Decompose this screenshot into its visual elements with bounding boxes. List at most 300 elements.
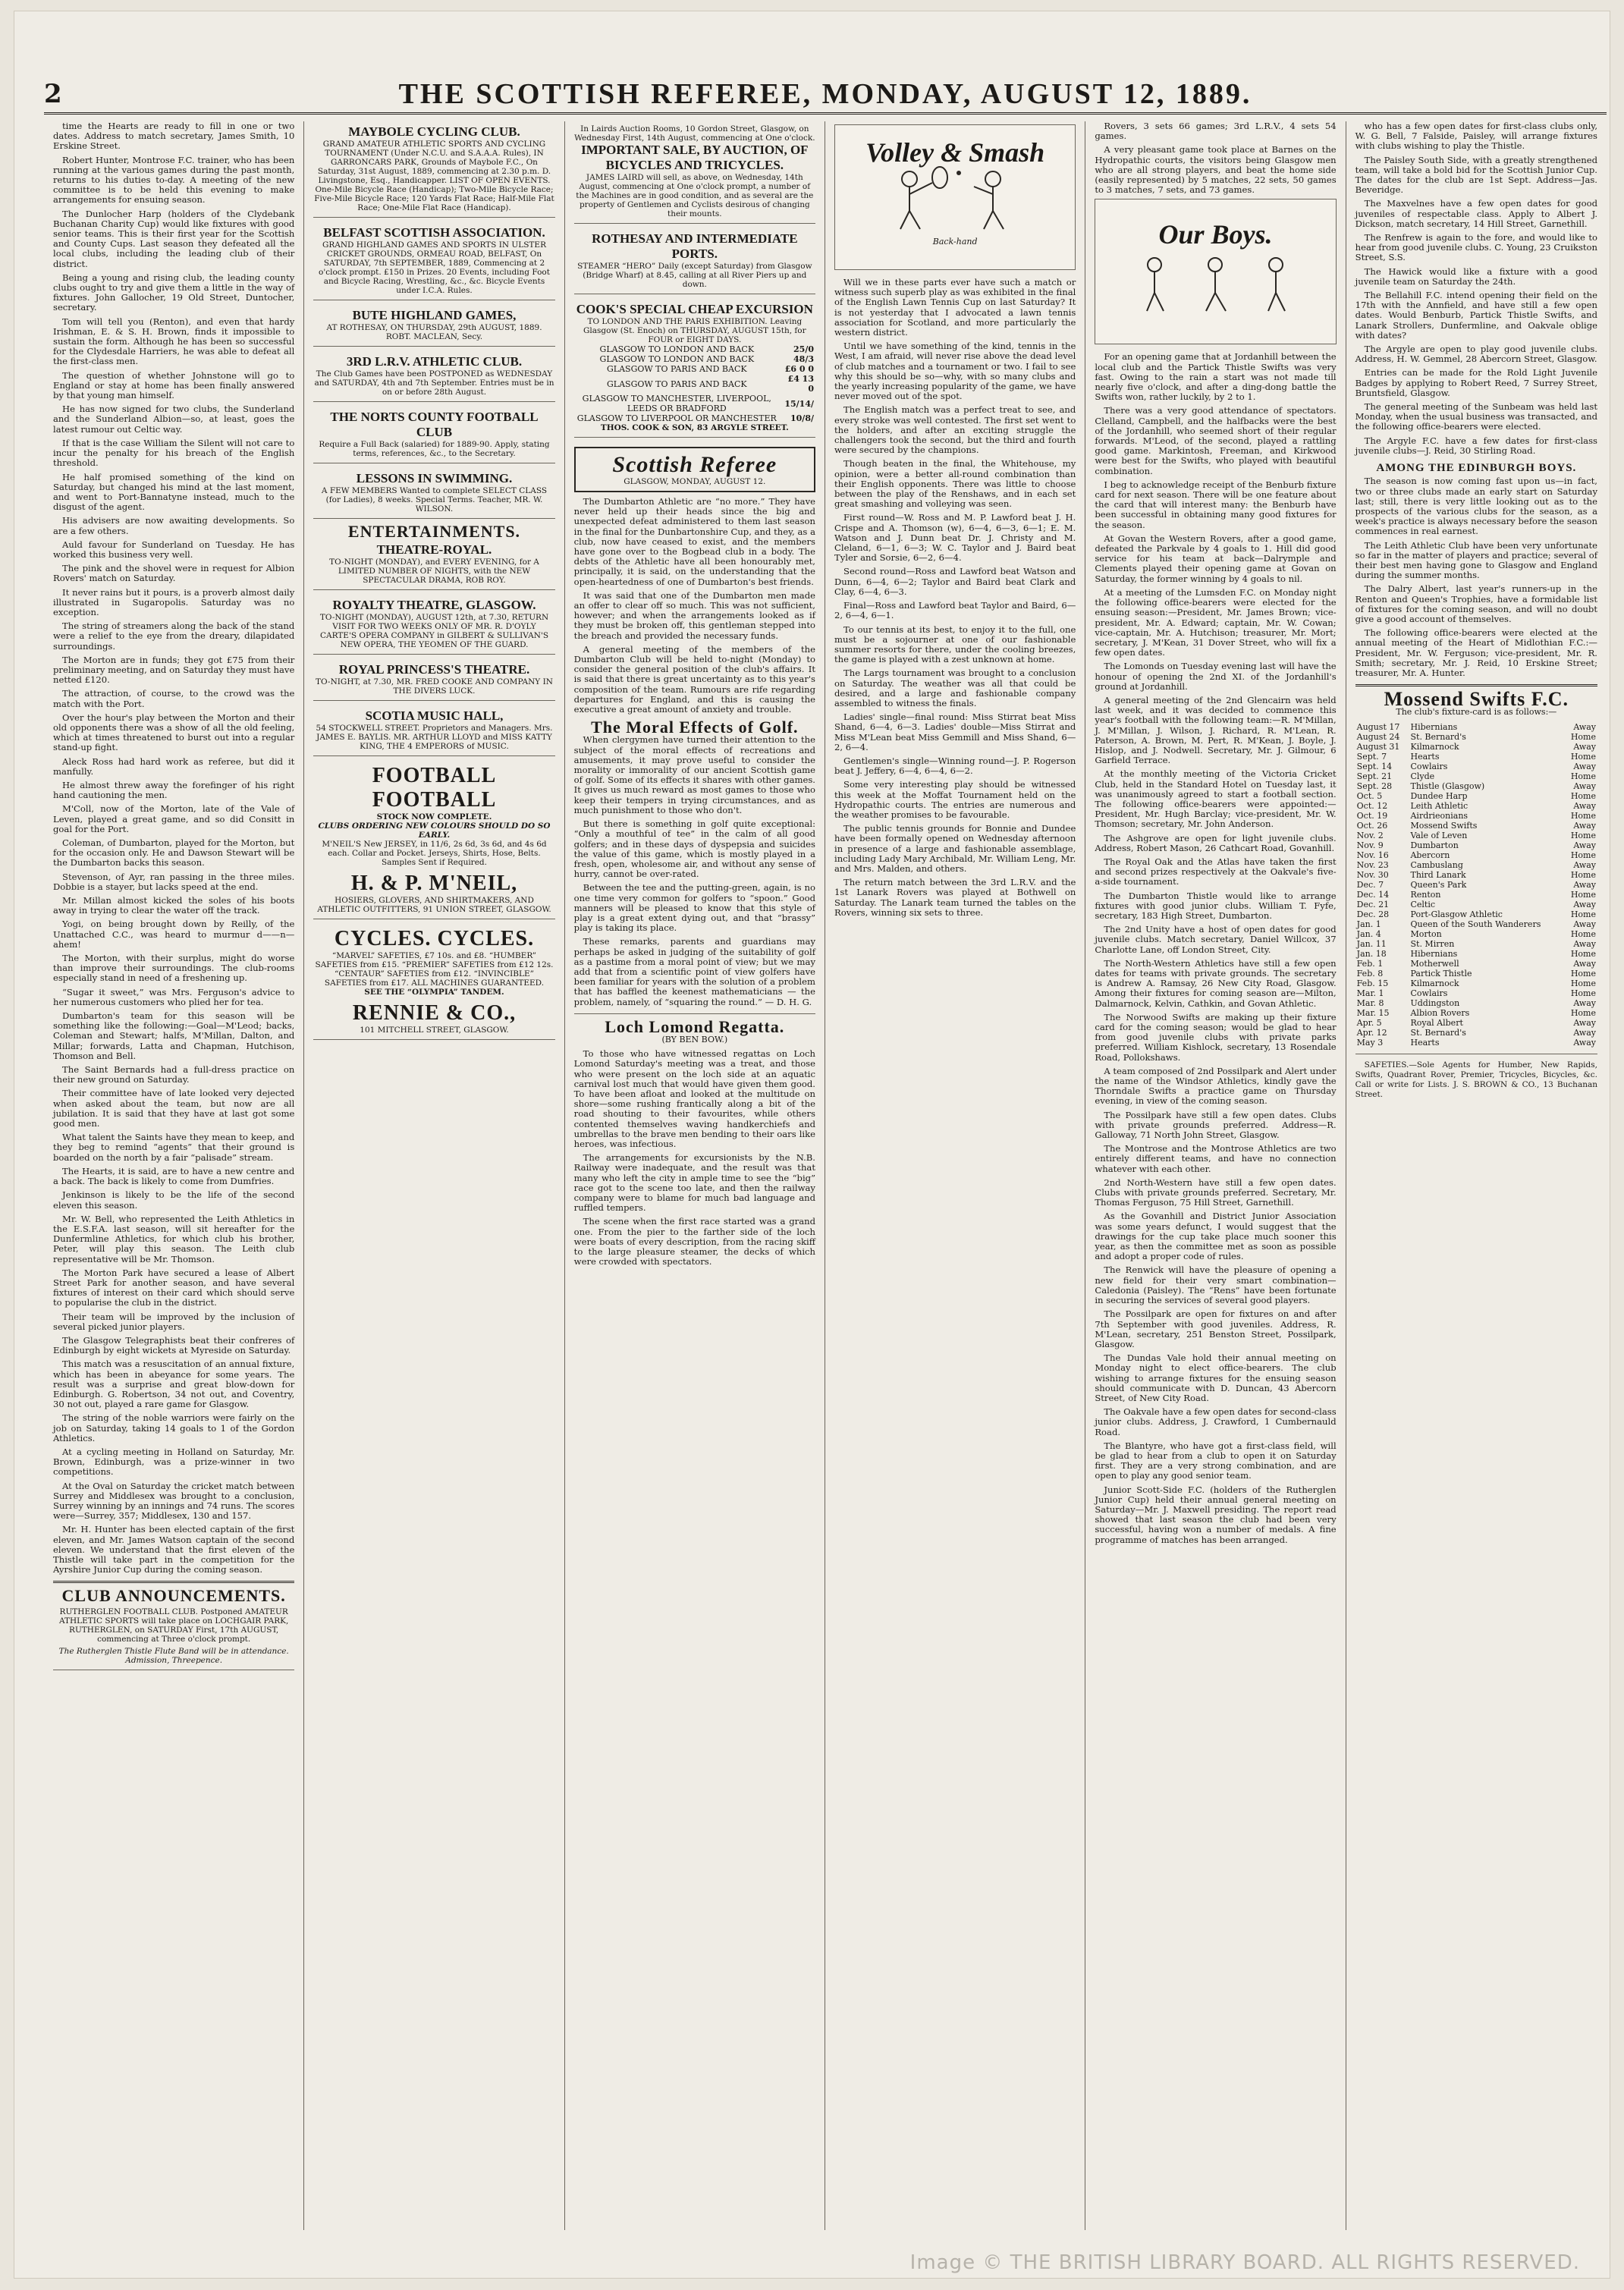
article-paragraph: Aleck Ross had hard work as referee, but did it manfully. xyxy=(53,755,295,777)
article-paragraph: To those who have witnessed regattas on Loch Lomond Saturday's meeting was a treat, and those who were present on the loch side at an aquatic carnival lost much that would have given them good. To have been afloat and looked at the multitude on shore—some rushing frantically along a bit of the road shouting to their favourites, while others contented themselves waving handkerchiefs and umbrellas to the brave men bending to their oars like heroes, was infectious. xyxy=(573,1048,815,1149)
article-paragraph: This match was a resuscitation of an annual fixture, which has been in abeyance for some years. The result was a surprise and great blow-down for Edinburgh. G. Robertson, 34 not out, and Coventry, 30 not out, played a rare game for Glasgow. xyxy=(53,1359,295,1410)
maybole-ad xyxy=(313,121,554,218)
bute-ad-title: BUTE HIGHLAND GAMES, xyxy=(352,308,517,322)
article-paragraph: The North-Western Athletics have still a few open dates for teams with private grounds. The secretary is Andrew A. Ramsay, 26 New City Road, Glasgow. Among their fixtures for coming season are—Milton, Dalmarnock, Kelvin, Cathkin, and Govan Athletic. xyxy=(1095,957,1337,1009)
article-paragraph: Mr. Millan almost kicked the soles of his boots away in trying to clear the water off the track. xyxy=(53,895,295,916)
fixture-row xyxy=(1355,771,1597,781)
mossend-heading: Mossend Swifts F.C. xyxy=(1384,688,1569,711)
fixture-date: Oct. 5 xyxy=(1356,790,1383,801)
boys-figures-icon xyxy=(1132,246,1299,314)
article-paragraph: What talent the Saints have they mean to keep, and they beg to remind “agents” that their ground is boarded on the north by a fair “palisade” stream. xyxy=(53,1132,295,1163)
article-paragraph: A general meeting of the members of the Dumbarton Club will be held to-night (Monday) to consider the general position of the club's affairs. It is said that there is great uncertainty as to this year's composition of the team. Rumours are rife regarding departures for England, and this is causing the executive a great amount of anxiety and trouble. xyxy=(573,643,815,715)
fixture-date: Apr. 5 xyxy=(1356,1017,1382,1028)
article-paragraph: The season is now coming fast upon us—in fact, two or three clubs made an early start on Saturday last; still, there is very little looking out as to the prospects of the various clubs for the season, as a week's practice is always necessary before the season commences in real earnest. xyxy=(1355,476,1597,537)
fare-price: 48/3 xyxy=(793,354,814,364)
golf-article xyxy=(574,735,815,1007)
fixture-opponent: Hearts xyxy=(1410,751,1440,762)
fixture-opponent: Dumbarton xyxy=(1410,840,1459,850)
fixture-venue: Away xyxy=(1573,997,1596,1008)
article-paragraph: First round—W. Ross and M. P. Lawford beat J. H. Crispe and A. Thomson (w), 6—4, 6—3, 6—1; E. M. Watson and J. Dunn beat Dr. J. Christy and M. Cleland, 6—1, 6—3; W. C. Taylor and J. Baird beat Tyler and Sorsie, 6—2, 6—4. xyxy=(834,512,1076,564)
fixture-row xyxy=(1355,791,1597,801)
fixture-venue: Home xyxy=(1570,810,1596,821)
auction-text: JAMES LAIRD will sell, as above, on Wednesday, 14th August, commencing at One o'clock prompt, a number of the Machines are in good condition, and as several are the property of Gentlemen and Cyclists desirous of changing their mounts. xyxy=(576,173,814,218)
fixture-opponent: Leith Athletic xyxy=(1410,800,1469,811)
maybole-ad-body: GRAND AMATEUR ATHLETIC SPORTS AND CYCLING TOURNAMENT (Under N.C.U. and S.A.A.A. Rules), IN GARRONCARS PARK, Grounds of Maybole F.C., On Saturday, 31st August, 1889, commencing at 2.30 p.m. D. Livingstone, Esq., Handicapper. LIST OF OPEN EVENTS. One-Mile Bicycle Race (Handicap); Two-Mile Bicycle Race; Five-Mile Bicycle Race; 120 Yards Flat Race; Half-Mile Flat Race; One-Mile Flat Race (Handicap). xyxy=(314,140,554,212)
article-paragraph: The Morton, with their surplus, might do worse than improve their surroundings. The club-rooms especially stand in need of a freshening up. xyxy=(53,953,295,984)
belfast-ad-body: GRAND HIGHLAND GAMES AND SPORTS IN ULSTER CRICKET GROUNDS, ORMEAU ROAD, BELFAST, On SATURDAY, 7th SEPTEMBER, 1889, Commencing at 2 o'clock prompt. £150 in Prizes. 20 Events, including Foot and Bicycle Racing, Wrestling, &c., &c. Bicycle Events under I.C.A. Rules. xyxy=(319,240,550,295)
fixture-date: Mar. 15 xyxy=(1356,1007,1390,1018)
article-paragraph: The Lomonds on Tuesday evening last will have the honour of opening the 2nd XI. of the Jordanhill's ground at Jordanhill. xyxy=(1095,661,1337,692)
mneil-body: HOSIERS, GLOVERS, AND SHIRTMAKERS, AND ATHLETIC OUTFITTERS, 91 UNION STREET, GLASGOW. xyxy=(317,896,551,915)
tennis-cartoon-title: Volley & Smash xyxy=(865,137,1045,168)
fixture-row xyxy=(1355,909,1597,919)
fixture-venue: Away xyxy=(1573,958,1596,969)
divider xyxy=(53,1581,294,1583)
fixture-row xyxy=(1355,900,1597,909)
fixture-row xyxy=(1355,1018,1597,1028)
royalty-theatre-ad xyxy=(313,595,554,655)
fixture-date: August 24 xyxy=(1356,731,1400,742)
article-paragraph: The Bellahill F.C. intend opening their field on the 17th with the Annfield, and have still a few open dates. Would Benburb, Partick Thistle Swifts, and Lanark Strollers, Dunfermline, and Oakvale oblige with dates? xyxy=(1355,290,1597,341)
regatta-article xyxy=(574,1049,815,1267)
edinburgh-article xyxy=(1355,476,1597,678)
col5-top-text: Rovers, 3 sets 66 games; 3rd L.R.V., 4 sets 54 games. xyxy=(1095,121,1337,142)
fixture-venue: Home xyxy=(1570,751,1596,762)
auction-ad xyxy=(574,121,815,224)
royalty-theatre-body: TO-NIGHT (MONDAY), AUGUST 12th, at 7.30, RETURN VISIT FOR TWO WEEKS ONLY OF MR. R. D'OYLY CARTE'S OPERA COMPANY in GILBERT & SULLIVAN'S NEW OPERA, THE YEOMEN OF THE GUARD. xyxy=(319,613,549,650)
article-paragraph: The return match between the 3rd L.R.V. and the 1st Lanark Rovers was played at Bothwell on Saturday. The Lanark team turned the tables on the Rovers, winning six sets to three. xyxy=(834,877,1076,918)
fixture-row xyxy=(1355,781,1597,791)
theatre-royal-title: THEATRE-ROYAL. xyxy=(376,542,492,558)
article-paragraph: Yogi, on being brought down by Reilly, of the Unattached C.C., was heard to murmur d——n—ahem! xyxy=(53,919,295,950)
col5-paragraphs xyxy=(1095,352,1336,1544)
fixture-row xyxy=(1355,979,1597,988)
article-paragraph: A general meeting of the 2nd Glencairn was held last week, and it was decided to commence this year's football with the following team:—R. M'Millan, J. M'Millan, J. Wilson, J. Richard, R. M'Lean, R. Paterson, A. Brown, M. Pert, R. M'Kean, J. Boyle, J. Hislop, and J. Nodwell. Secretary, Mr. J. Gilmour, 6 Garfield Terrace. xyxy=(1095,694,1337,766)
article-paragraph: time the Hearts are ready to fill in one or two dates. Address to match secretary, James Smith, 10 Erskine Street. xyxy=(53,121,295,152)
fixture-venue: Home xyxy=(1570,978,1596,988)
article-paragraph: At a cycling meeting in Holland on Saturday, Mr. Brown, Edinburgh, was a prize-winner in two competitions. xyxy=(53,1446,295,1478)
steamer-ad xyxy=(574,228,815,294)
fare-price: £4 13 0 xyxy=(787,374,814,394)
fixture-opponent: Motherwell xyxy=(1410,958,1459,969)
fare-price: 25/0 xyxy=(793,344,814,354)
article-paragraph: The attraction, of course, to the crowd was the match with the Port. xyxy=(53,688,295,709)
article-paragraph: These remarks, parents and guardians may perhaps be asked in judging of the suitability of golf as a pastime from a moral point of view; but we may add that from a scientific point of view golfers have been familiar for years with the solution of a problem that has baffled the keenest mathematicians — the problem, namely, of “squaring the round.” — D. H. G. xyxy=(573,936,815,1007)
fixture-venue: Away xyxy=(1573,761,1596,771)
article-paragraph: He almost threw away the forefinger of his right hand cautioning the men. xyxy=(53,779,295,801)
swimming-ad-body: A FEW MEMBERS Wanted to complete SELECT CLASS (for Ladies), 8 weeks. Special Terms. Teacher, MR. W. WILSON. xyxy=(321,486,548,514)
fixture-venue: Away xyxy=(1573,820,1596,831)
fare-route: GLASGOW TO LONDON AND BACK xyxy=(599,344,755,354)
article-paragraph: There was a very good attendance of spectators. Clelland, Campbell, and the halfbacks were the best of the Jordanhill, who seemed short of their regular forwards. M'Leod, of the second, played a rattling good game. Markintosh, Freeman, and Kirkwood were best for the Swifts, who played with beautiful combination. xyxy=(1095,405,1337,476)
fixture-opponent: Cowlairs xyxy=(1410,988,1448,998)
rennie-body: 101 MITCHELL STREET, GLASGOW. xyxy=(360,1026,509,1035)
article-paragraph: Over the hour's play between the Morton and their old opponents there was a show of all the old feeling, which at times threatened to burst out into a regular stand-up fight. xyxy=(53,712,295,753)
fixture-row xyxy=(1355,840,1597,850)
fixture-date: Oct. 12 xyxy=(1356,800,1388,811)
scotia-body: 54 STOCKWELL STREET. Proprietors and Managers. Mrs. JAMES E. BAYLIS. MR. ARTHUR LLOYD and MISS KATTY KING, THE 4 EMPERORS of MUSIC. xyxy=(316,724,553,752)
article-paragraph: It never rains but it pours, is a proverb almost daily illustrated in Sugaropolis. Saturday was no exception. xyxy=(53,586,295,617)
fixture-date: Dec. 21 xyxy=(1356,899,1390,909)
fixture-opponent: St. Mirren xyxy=(1410,938,1455,949)
fixture-opponent: St. Bernard's xyxy=(1410,1027,1466,1038)
football-sub: STOCK NOW COMPLETE. xyxy=(376,812,492,822)
fixture-venue: Home xyxy=(1570,889,1596,900)
article-paragraph: The public tennis grounds for Bonnie and Dundee have been formally opened on Wednesday afternoon in presence of a large and fashionable assemblage, including Lady Mary Archibald, Mr. William Leng, Mr. and Mrs. Malden, and others. xyxy=(834,823,1076,874)
fixture-venue: Away xyxy=(1573,919,1596,929)
article-paragraph: The Saint Bernards had a full-dress practice on their new ground on Saturday. xyxy=(53,1064,295,1085)
fixture-date: Nov. 23 xyxy=(1356,859,1389,870)
article-paragraph: The Hawick would like a fixture with a good juvenile team on Saturday the 24th. xyxy=(1355,265,1597,287)
fixture-date: Sept. 14 xyxy=(1356,761,1393,771)
fixture-opponent: Mossend Swifts xyxy=(1410,820,1478,831)
article-paragraph: The Ashgrove are open for light juvenile clubs. Address, Robert Mason, 26 Cathcart Road, Govanhill. xyxy=(1095,832,1337,853)
fixture-opponent: Morton xyxy=(1410,928,1442,939)
article-paragraph: The English match was a perfect treat to see, and every stroke was well contested. The first set went to the holders, and after an exciting struggle the challengers took the second, but the third and fourth were secured by the champions. xyxy=(834,404,1076,456)
fixture-venue: Home xyxy=(1570,909,1596,919)
fixture-row xyxy=(1355,831,1597,840)
article-paragraph: The Possilpark are open for fixtures on and after 7th September with good juveniles. Address, R. M'Lean, secretary, 251 Benston Street, Possilpark, Glasgow. xyxy=(1095,1308,1337,1349)
article-paragraph: At the Oval on Saturday the cricket match between Surrey and Middlesex was brought to a conclusion, Surrey winning by an innings and 74 runs. The scores were—Surrey, 357; Middlesex, 130 and 157. xyxy=(53,1480,295,1522)
bute-ad xyxy=(313,305,554,347)
fixture-opponent: Thistle (Glasgow) xyxy=(1410,781,1485,791)
fixture-date: May 3 xyxy=(1356,1037,1384,1048)
fare-row xyxy=(574,374,815,394)
fixture-row xyxy=(1355,722,1597,732)
article-paragraph: The Largs tournament was brought to a conclusion on Saturday. The weather was all that could be desired, and a large and fashionable company assembled to witness the finals. xyxy=(834,668,1076,708)
article-paragraph: Gentlemen's single—Winning round—J. P. Rogerson beat J. Jeffery, 6—4, 6—4, 6—2. xyxy=(834,755,1076,777)
article-paragraph: The Argyle are open to play good juvenile clubs. Address, H. W. Gemmel, 28 Abercorn Street, Glasgow. xyxy=(1355,344,1597,365)
fixture-date: Dec. 7 xyxy=(1356,879,1384,890)
football-outfitters-ad xyxy=(313,761,554,919)
fixture-opponent: Cowlairs xyxy=(1410,761,1448,771)
rennie-title: RENNIE & CO., xyxy=(352,1001,517,1026)
fixture-date: Feb. 15 xyxy=(1356,978,1389,988)
fixture-opponent: Celtic xyxy=(1410,899,1436,909)
article-paragraph: The Dundas Vale hold their annual meeting on Monday night to elect office-bearers. The club wishing to arrange fixtures for the ensuing season should communicate with D. Duncan, 43 Abercorn Street, of New City Road. xyxy=(1095,1352,1337,1403)
article-paragraph: Between the tee and the putting-green, again, is no one time very common for golfers to “spoon.” Good manners will be pleased to know that this style of play is a great extent dying out, and that “brassy” play is taking its place. xyxy=(573,882,815,934)
article-paragraph: Robert Hunter, Montrose F.C. trainer, who has been running at the various games during the past month, returns to his duties to-day. A meeting of the new committee is to be held this evening to make arrangements for ensuing season. xyxy=(53,154,295,206)
fare-row xyxy=(574,394,815,413)
fixture-venue: Home xyxy=(1570,968,1596,979)
fare-row xyxy=(574,344,815,354)
maybole-ad-title: MAYBOLE CYCLING CLUB. xyxy=(348,124,520,139)
fixture-date: Nov. 16 xyxy=(1356,850,1389,860)
article-paragraph: The Hearts, it is said, are to have a new centre and a back. The back is likely to come from Dumfries. xyxy=(53,1165,295,1187)
steamer-title: ROTHESAY AND INTERMEDIATE PORTS. xyxy=(592,231,798,261)
fixture-opponent: St. Bernard's xyxy=(1410,731,1466,742)
fixture-date: August 31 xyxy=(1356,741,1400,752)
divider xyxy=(1355,684,1597,686)
fixture-opponent: Port-Glasgow Athletic xyxy=(1410,909,1503,919)
auction-title: IMPORTANT SALE, BY AUCTION, OF BICYCLES AND TRICYCLES. xyxy=(581,143,809,172)
cook-excursion-ad xyxy=(574,299,815,438)
col5-top-text-2: A very pleasant game took place at Barnes on the Hydropathic courts, the visitors being Glasgow men who are all strong players, and beat the home side (easily represented) by 5 matches, 22 sets, 50 games to 3 matches, 7 sets, and 73 games. xyxy=(1095,144,1337,196)
fixture-row xyxy=(1355,988,1597,998)
image-credit: Image © THE BRITISH LIBRARY BOARD. ALL RIGHTS RESERVED. xyxy=(909,2251,1580,2274)
fixture-venue: Home xyxy=(1570,731,1596,742)
cycles-title: CYCLES. CYCLES. xyxy=(334,927,535,951)
fixture-row xyxy=(1355,949,1597,959)
article-paragraph: He has now signed for two clubs, the Sunderland and the Sunderland Albion—so, at least, goes the latest rumour out Celtic way. xyxy=(53,404,295,435)
theatre-royal-body: TO-NIGHT (MONDAY), and EVERY EVENING, for A LIMITED NUMBER OF NIGHTS, with the NEW SPECTACULAR DRAMA, ROB ROY. xyxy=(329,558,539,586)
fixture-date: Oct. 19 xyxy=(1356,810,1388,821)
article-paragraph: Final—Ross and Lawford beat Taylor and Baird, 6—2, 6—4, 6—1. xyxy=(834,600,1076,621)
article-paragraph: The arrangements for excursionists by the N.B. Railway were inadequate, and the result was that many who left the city in ample time to see the “big” race got to the scene too late, and then the railway company were to blame for much bad language and ruffled tempers. xyxy=(573,1152,815,1214)
article-paragraph: For an opening game that at Jordanhill between the local club and the Partick Thistle Swifts was very fast. Owing to the rain a start was not made till nearly five o'clock, and after a ding-dong battle the Swifts won, rather luckily, by 2 to 1. xyxy=(1095,351,1337,403)
rutherglen-ad-body: RUTHERGLEN FOOTBALL CLUB. Postponed AMATEUR ATHLETIC SPORTS will take place on LOCHGAIR PARK, RUTHERGLEN, on SATURDAY First, 17th AUGUST, commencing at Three o'clock prompt. xyxy=(58,1607,289,1644)
fixture-date: Nov. 30 xyxy=(1356,869,1389,880)
royalty-theatre-title: ROYALTY THEATRE, GLASGOW. xyxy=(332,598,536,613)
article-paragraph: As the Govanhill and District Junior Association was some years defunct, I would suggest that the drawings for the cup take place much sooner this year, as then the committee met as soon as possible and adopt a proper code of rules. xyxy=(1095,1211,1337,1262)
article-paragraph: He half promised something of the kind on Saturday, but changed his mind at the last moment, and went to Port-Bannatyne instead, much to the disgust of the agent. xyxy=(53,471,295,513)
fixture-opponent: Clyde xyxy=(1410,771,1435,781)
fixture-opponent: Hibernians xyxy=(1410,948,1458,959)
fixture-row xyxy=(1355,850,1597,860)
fixture-opponent: Queen of the South Wanderers xyxy=(1410,919,1541,929)
article-paragraph: The general meeting of the Sunbeam was held last Monday, when the usual business was transacted, and the following office-bearers were elected. xyxy=(1355,401,1597,432)
golf-heading: The Moral Effects of Golf. xyxy=(591,718,799,737)
cook-title: COOK'S SPECIAL CHEAP EXCURSION xyxy=(576,302,813,316)
article-paragraph: At Govan the Western Rovers, after a good game, defeated the Parkvale by 4 goals to 1. Hill did good service for his team at back—Dalrymple and Clements played their opening game at Govan on Saturday, the former winning by 4 goals to nil. xyxy=(1095,532,1337,584)
article-paragraph: The Blantyre, who have got a first-class field, will be glad to hear from a club to open it on Saturday first. They are a very strong combination, and are open to play any good senior team. xyxy=(1095,1440,1337,1481)
article-paragraph: Though beaten in the final, the Whitehouse, my opinion, were a better all-round combination than their English opponents. There was little to choose between the play of the Renshaws, and in each set great smashing and volleying was seen. xyxy=(834,458,1076,510)
fixture-row xyxy=(1355,870,1597,880)
col4-paragraphs-2 xyxy=(834,625,1076,918)
regatta-heading: Loch Lomond Regatta. xyxy=(605,1016,785,1036)
fixture-row xyxy=(1355,1028,1597,1038)
article-paragraph: The Paisley South Side, with a greatly strengthened team, will take a bold bid for the Scottish Junior Cup. The dates for the club are 1st Sept. Address—Jas. Beveridge. xyxy=(1355,154,1597,196)
fixture-date: Apr. 12 xyxy=(1356,1027,1387,1038)
article-paragraph: The Oakvale have a few open dates for second-class junior clubs. Address, J. Crawford, 1 Cumbernauld Road. xyxy=(1095,1406,1337,1437)
cook-address: THOS. COOK & SON, 83 ARGYLE STREET. xyxy=(600,423,789,432)
fixture-date: Mar. 1 xyxy=(1356,988,1384,998)
cycles-ad xyxy=(313,924,554,1040)
fixture-opponent: Uddingston xyxy=(1410,997,1460,1008)
article-paragraph: The Norwood Swifts are making up their fixture card for the coming season; would be glad to hear from good juvenile clubs with private parks preferred. William Kishlock, secretary, 13 Rosendale Road, Pollokshaws. xyxy=(1095,1011,1337,1063)
fixture-date: Sept. 21 xyxy=(1356,771,1393,781)
article-paragraph: Dumbarton's team for this season will be something like the following:—Goal—M'Leod; backs, Coleman and Stewart; halfs, M'Millan, Dalton, and Millar; forwards, Latta and Chapman, Hutchison, Thomson and Bell. xyxy=(53,1010,295,1061)
fixture-row xyxy=(1355,752,1597,762)
article-paragraph: The Leith Athletic Club have been very unfortunate so far in the matter of players and practice; several of their best men having gone to Glasgow and England during the summer months. xyxy=(1355,539,1597,581)
fixture-date: Sept. 7 xyxy=(1356,751,1387,762)
masthead: THE SCOTTISH REFEREE, MONDAY, AUGUST 12, 1889. xyxy=(398,78,1252,110)
fixture-venue: Home xyxy=(1570,1007,1596,1018)
article-paragraph: Second round—Ross and Lawford beat Watson and Dunn, 6—4, 6—2; Taylor and Baird beat Clark and Clay, 6—4, 6—3. xyxy=(834,566,1076,597)
tennis-figures-icon xyxy=(879,164,1031,232)
fixture-opponent: Partick Thistle xyxy=(1410,968,1472,979)
article-paragraph: The Renwick will have the pleasure of opening a new field for their very smart combination—Caledonia (Paisley). The “Rens” have been fortunate in securing the services of several good players. xyxy=(1095,1264,1337,1306)
fixture-venue: Away xyxy=(1573,721,1596,732)
column-4 xyxy=(825,121,1085,2230)
notts-ad xyxy=(313,407,554,463)
lrv-ad xyxy=(313,351,554,402)
fixture-date: Feb. 1 xyxy=(1356,958,1384,969)
fixture-row xyxy=(1355,969,1597,979)
fare-row xyxy=(574,413,815,423)
article-paragraph: Until we have something of the kind, tennis in the West, I am afraid, will never rise above the dead level of club matches and a tournament or two. I fail to see why this should be so—why, with so many clubs and the yearly increasing popularity of the game, we have never moved out of the spot. xyxy=(834,341,1076,402)
article-paragraph: The following office-bearers were elected at the annual meeting of the Heart of Midlothian F.C.:—President, Mr. W. Ferguson; vice-president, Mr. R. Smith; secretary, Mr. J. Reid, 10 Erskine Street; treasurer, Mr. A. Hunter. xyxy=(1355,627,1597,678)
article-paragraph: Junior Scott-Side F.C. (holders of the Rutherglen Junior Cup) held their annual general meeting on Saturday—Mr. J. Maxwell presiding. The report read showed that last season the club had been very successful, having won a number of medals. A fine programme of matches has been arranged. xyxy=(1095,1484,1337,1545)
notts-ad-body: Require a Full Back (salaried) for 1889-90. Apply, stating terms, references, &c., to the Secretary. xyxy=(319,440,550,458)
fixture-venue: Home xyxy=(1570,830,1596,840)
mossend-fixture-table xyxy=(1355,722,1597,1048)
article-paragraph: But there is something in golf quite exceptional: “Only a mouthful of tee” in the calm of all good golfers; and in these days of dyspepsia and suicides the value of this game, which is mostly played in a fresh, open, wholesome air, and without any sense of hurry, cannot be over-rated. xyxy=(573,818,815,880)
column-3 xyxy=(565,121,825,2230)
fixture-opponent: Royal Albert xyxy=(1410,1017,1463,1028)
swimming-ad-title: LESSONS IN SWIMMING. xyxy=(356,471,513,485)
article-paragraph: The Possilpark have still a few open dates. Clubs with private grounds preferred. Address—R. Galloway, 71 North John Street, Glasgow. xyxy=(1095,1109,1337,1141)
article-paragraph: If that is the case William the Silent will not care to incur the penalty for his breach of the English threshold. xyxy=(53,437,295,469)
fixture-row xyxy=(1355,919,1597,929)
fixture-date: Jan. 11 xyxy=(1356,938,1387,949)
fixture-row xyxy=(1355,959,1597,969)
article-paragraph: The Dalry Albert, last year's runners-up in the Renton and Queen's Trophies, have a formidable list of fixtures for the coming season, and will no doubt give a good account of themselves. xyxy=(1355,583,1597,624)
cycles-body: “MARVEL” SAFETIES, £7 10s. and £8. “HUMBER” SAFETIES from £15. “PREMIER” SAFETIES from £12 12s. “CENTAUR” SAFETIES from £12. “INVINCIBLE” SAFETIES from £17. ALL MACHINES GUARANTEED. xyxy=(315,951,554,988)
tennis-cartoon xyxy=(834,124,1076,270)
fixture-opponent: Queen's Park xyxy=(1410,879,1467,890)
article-paragraph: To our tennis at its best, to enjoy it to the full, one must be a sojourner at one of our fashionable summer resorts for there, under the cooling breezes, the game is played with a zest unknown at home. xyxy=(834,624,1076,665)
auction-intro: In Lairds Auction Rooms, 10 Gordon Street, Glasgow, on Wednesday First, 14th August, commencing at One o'clock. xyxy=(574,124,815,143)
article-paragraph: A team composed of 2nd Possilpark and Alert under the name of the Windsor Athletics, kindly gave the Thorndale Swifts a practice game on Thursday evening, in view of the coming season. xyxy=(1095,1065,1337,1107)
fixture-venue: Away xyxy=(1573,899,1596,909)
fixture-date: Jan. 18 xyxy=(1356,948,1387,959)
fixture-venue: Home xyxy=(1570,790,1596,801)
article-paragraph: The Royal Oak and the Atlas have taken the first and second prizes respectively at the Oakvale's five-a-side tournament. xyxy=(1095,856,1337,887)
col6-paragraphs xyxy=(1355,121,1597,456)
article-paragraph: Some very interesting play should be witnessed this week at the Moffat Tournament held on the Hydropathic courts. The entries are numerous and the weather promises to be favourable. xyxy=(834,779,1076,820)
article-paragraph: Being a young and rising club, the leading county clubs ought to try and give them a little in the way of fixtures. John Gallocher, 19 Old Street, Duntocher, secretary. xyxy=(53,272,295,313)
our-boys-title: Our Boys. xyxy=(1158,218,1273,250)
lrv-ad-body: The Club Games have been POSTPONED as WEDNESDAY and SATURDAY, 4th and 7th September. Entries must be in on or before 28th August. xyxy=(314,369,554,397)
article-paragraph: Jenkinson is likely to be the life of the second eleven this season. xyxy=(53,1189,295,1211)
fare-route: GLASGOW TO LONDON AND BACK xyxy=(599,354,755,364)
edinburgh-heading: AMONG THE EDINBURGH BOYS. xyxy=(1376,462,1577,475)
fixture-row xyxy=(1355,762,1597,771)
fixture-venue: Away xyxy=(1573,1017,1596,1028)
bute-ad-body: AT ROTHESAY, ON THURSDAY, 29th AUGUST, 1889. ROBT. MACLEAN, Secy. xyxy=(326,323,542,341)
club-announcements-heading: CLUB ANNOUNCEMENTS. xyxy=(61,1586,286,1606)
entertainments-heading: ENTERTAINMENTS. xyxy=(347,522,521,541)
fixture-row xyxy=(1355,929,1597,939)
article-paragraph: who has a few open dates for first-class clubs only, W. G. Bell, 7 Falside, Paisley, will arrange fixtures with clubs wishing to play the Thistle. xyxy=(1355,121,1597,152)
fixture-venue: Away xyxy=(1573,859,1596,870)
column-2 xyxy=(304,121,564,2230)
article-paragraph: At the monthly meeting of the Victoria Cricket Club, held in the Standard Hotel on Tuesday last, it was unanimously agreed to start a football section. The following office-bearers were appointed:—President, Mr. Hugh Barclay; vice-president, Mr. W. Thomson; secretary, Mr. John Anderson. xyxy=(1095,768,1337,830)
divider xyxy=(574,1013,815,1014)
lrv-ad-title: 3RD L.R.V. ATHLETIC CLUB. xyxy=(346,354,523,369)
article-paragraph: M'Coll, now of the Morton, late of the Vale of Leven, played a great game, and so did Consitt in goal for the Port. xyxy=(53,803,295,834)
football-body: M'NEIL'S New JERSEY, in 11/6, 2s 6d, 3s 6d, and 4s 6d each. Collar and Pocket. Jerseys, Shirts, Hose, Belts. Samples Sent if Required. xyxy=(322,840,547,868)
fixture-row xyxy=(1355,801,1597,811)
fixture-date: Mar. 8 xyxy=(1356,997,1384,1008)
fixture-venue: Home xyxy=(1570,869,1596,880)
princess-theatre-body: TO-NIGHT, at 7.30, MR. FRED COOKE AND COMPANY IN THE DIVERS LUCK. xyxy=(316,677,553,696)
fare-route: GLASGOW TO PARIS AND BACK xyxy=(607,364,747,374)
cook-body: TO LONDON AND THE PARIS EXHIBITION. Leaving Glasgow (St. Enoch) on THURSDAY, AUGUST 15th, for FOUR or EIGHT DAYS. xyxy=(583,317,806,344)
column-1 xyxy=(44,121,304,2230)
article-paragraph: Their team will be improved by the inclusion of several picked junior players. xyxy=(53,1311,295,1332)
fixture-date: Feb. 8 xyxy=(1356,968,1384,979)
fixture-date: Jan. 4 xyxy=(1356,928,1381,939)
article-paragraph: Ladies' single—final round: Miss Stirrat beat Miss Shand, 6—4, 6—3. Ladies' double—Miss Stirrat and Miss M'Lean beat Miss Gemmill and Miss Shand, 6—2, 6—4. xyxy=(834,712,1076,752)
fixture-opponent: Kilmarnock xyxy=(1410,741,1459,752)
rutherglen-ad-note: The Rutherglen Thistle Flute Band will be in attendance. Admission, Threepence. xyxy=(58,1646,289,1665)
fixture-date: Jan. 1 xyxy=(1356,919,1381,929)
article-paragraph: The string of streamers along the back of the stand were a relief to the eye from the dreary, dilapidated surroundings. xyxy=(53,620,295,652)
article-paragraph: The Renfrew is again to the fore, and would like to hear from good juvenile clubs. C. Young, 23 Cruikston Street, S.S. xyxy=(1355,232,1597,263)
fixture-date: Nov. 2 xyxy=(1356,830,1384,840)
belfast-ad xyxy=(313,222,554,300)
article-paragraph: The Montrose and the Montrose Athletics are two entirely different teams, and have no connection whatever with each other. xyxy=(1095,1143,1337,1174)
fixture-row xyxy=(1355,1038,1597,1048)
article-paragraph: The Dunlocher Harp (holders of the Clydebank Buchanan Charity Cup) would like fixtures with good senior teams. This is their first year for the Scottish and County Cups. Last season they defeated all the local clubs, including the leading club of their district. xyxy=(53,208,295,269)
article-paragraph: The scene when the first race started was a grand one. From the pier to the farther side of the loch were boats of every description, from the racing skiff to the large pleasure steamer, the decks of which were crowded with spectators. xyxy=(573,1216,815,1268)
article-paragraph: The pink and the shovel were in request for Albion Rovers' match on Saturday. xyxy=(53,563,295,584)
belfast-ad-title: BELFAST SCOTTISH ASSOCIATION. xyxy=(323,225,545,240)
col1-paragraphs xyxy=(53,121,294,1575)
rutherglen-ad xyxy=(53,1604,294,1670)
fixture-row xyxy=(1355,998,1597,1008)
fare-price: 10/8/ xyxy=(790,413,814,423)
cycles-note: SEE THE “OLYMPIA” TANDEM. xyxy=(364,988,504,997)
football-title: FOOTBALL FOOTBALL xyxy=(372,764,497,812)
article-paragraph: Entries can be made for the Rold Light Juvenile Badges by applying to Robert Reed, 7 Surrey Street, Bruntsfield, Glasgow. xyxy=(1355,367,1597,398)
fixture-venue: Home xyxy=(1570,928,1596,939)
fixture-opponent: Abercorn xyxy=(1410,850,1450,860)
fixture-opponent: Albion Rovers xyxy=(1410,1007,1470,1018)
fixture-venue: Home xyxy=(1570,850,1596,860)
article-paragraph: The string of the noble warriors were fairly on the job on Saturday, taking 14 goals to 1 of the Gordon Athletics. xyxy=(53,1412,295,1443)
fixture-opponent: Airdrieonians xyxy=(1410,810,1469,821)
article-paragraph: I beg to acknowledge receipt of the Benburb fixture card for next season. There will be one feature about the card that will interest many: the Benburb have been successful in obtaining many good fixtures for the season. xyxy=(1095,479,1337,530)
article-paragraph: 2nd North-Western have still a few open dates. Clubs with private grounds preferred. Secretary, Mr. Thomas Ferguson, 75 Hill Street, Garnethill. xyxy=(1095,1176,1337,1208)
column-grid xyxy=(44,121,1607,2230)
fixture-venue: Away xyxy=(1573,741,1596,752)
fare-row xyxy=(574,364,815,374)
fixture-venue: Home xyxy=(1570,771,1596,781)
fixture-opponent: Cambuslang xyxy=(1410,859,1463,870)
safeties-note: SAFETIES.—Sole Agents for Humber, New Rapids, Swifts, Quadrant Rover, Premier, Tricycles, Bicycles, &c. Call or write for Lists. J. S. BROWN & CO., 13 Buchanan Street. xyxy=(1355,1060,1597,1100)
fixture-venue: Away xyxy=(1573,879,1596,890)
editorial-title: Scottish Referee xyxy=(612,452,777,477)
editorial-masthead xyxy=(574,447,815,492)
article-paragraph: The Morton Park have secured a lease of Albert Street Park for another season, and have several fixtures of interest on their card which should serve to popularise the club in the district. xyxy=(53,1267,295,1308)
article-paragraph: It was said that one of the Dumbarton men made an offer to clear off so much. This was not sufficient, however; and when the arrangements looked as if they must be broken off, this gentleman stepped into the breach and provided the necessary funds. xyxy=(573,589,815,641)
fixture-row xyxy=(1355,742,1597,752)
mneil-title: H. & P. M'NEIL, xyxy=(350,872,518,896)
our-boys-cartoon xyxy=(1095,199,1336,344)
col3-paragraphs xyxy=(574,497,815,715)
swimming-ad xyxy=(313,468,554,519)
fixture-opponent: Hibernians xyxy=(1410,721,1458,732)
football-note: CLUBS ORDERING NEW COLOURS SHOULD DO SO EARLY. xyxy=(318,821,551,840)
fixture-venue: Away xyxy=(1573,1027,1596,1038)
col4-paragraphs xyxy=(834,278,1076,509)
fixture-venue: Away xyxy=(1573,781,1596,791)
fare-row xyxy=(574,354,815,364)
tennis-results xyxy=(834,513,1076,620)
article-paragraph: At a meeting of the Lumsden F.C. on Monday night the following office-bearers were elected for the ensuing season:—President, Mr. James Brown; vice-president, Mr. A. Edward; captain, Mr. W. Cowan; vice-captain, Mr. A. Hutchison; treasurer, Mr. Mort; secretary, J. M'Kean, 31 Dover Street, who will fix a few open dates. xyxy=(1095,586,1337,658)
princess-theatre-ad xyxy=(313,659,554,701)
article-paragraph: Will we in these parts ever have such a match or witness such superb play as was exhibited in the final of the English Lawn Tennis Cup on last Saturday? It is not yesterday that I advocated a lawn tennis association for Scotland, and more particularly the western district. xyxy=(834,277,1076,338)
fixture-venue: Away xyxy=(1573,800,1596,811)
article-paragraph: Tom will tell you (Renton), and even that hardy Irishman, E. & S. H. Brown, finds it impossible to sustain the form. Although he has been so successful for the Clydesdale Harriers, he was able to defeat all the first-class men. xyxy=(53,316,295,367)
editorial-date: GLASGOW, MONDAY, AUGUST 12. xyxy=(624,477,766,486)
fixture-row xyxy=(1355,939,1597,949)
fixture-venue: Away xyxy=(1573,840,1596,850)
article-paragraph: The Dumbarton Thistle would like to arrange fixtures with good junior clubs. William T. Fyfe, secretary, 183 High Street, Dumbarton. xyxy=(1095,890,1337,921)
